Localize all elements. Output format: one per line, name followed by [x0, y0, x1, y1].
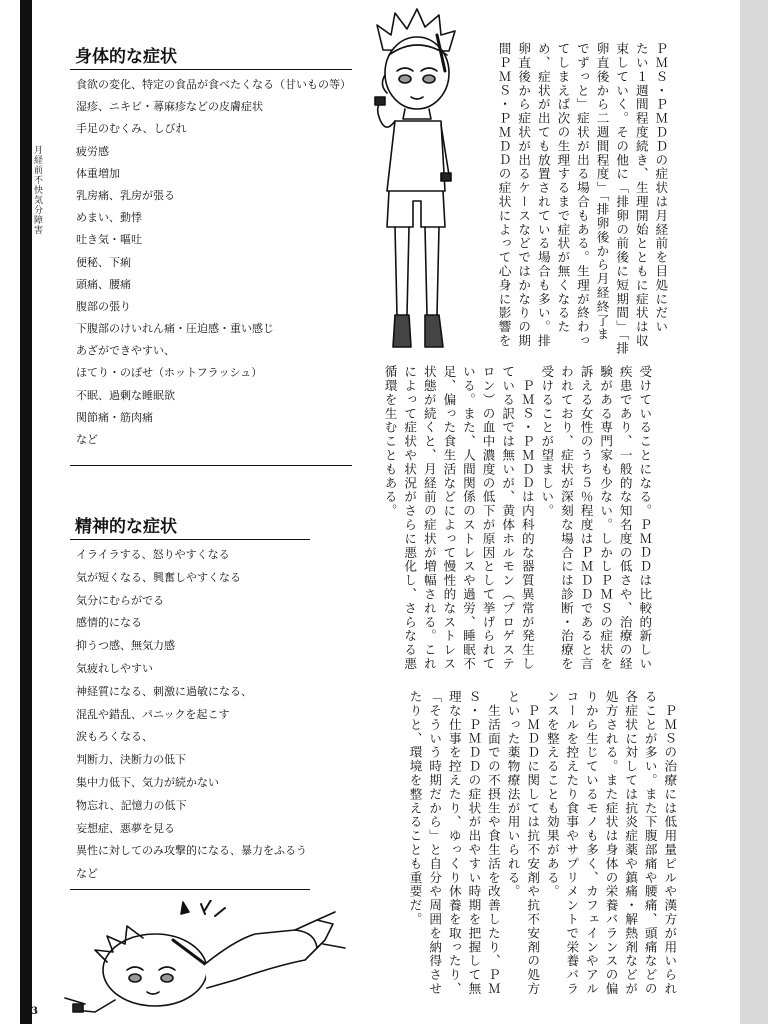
mental-end-rule [70, 889, 310, 890]
physical-title-rule [70, 69, 352, 70]
body-text-line: ＰＭＳ・ＰＭＤＤは内科的な器質異常が発生し [519, 365, 535, 671]
mental-symptom-item: 混乱や錯乱、パニックを起こす [76, 707, 230, 721]
mental-symptom-item: 集中力低下、気力が続かない [76, 775, 219, 789]
mental-symptom-item: 判断力、決断力の低下 [76, 753, 186, 767]
lying-character-illustration [55, 900, 355, 1018]
physical-end-rule [70, 465, 352, 466]
physical-symptom-item: あざができやすい、 [76, 344, 175, 358]
mental-symptom-item: 涙もろくなる、 [76, 730, 153, 744]
body-text-line: 受けていることになる。ＰＭＤＤは比較的新しい [637, 365, 653, 671]
body-text-line: 訴える女性のうち５％程度はＰＭＤＤであると言 [578, 365, 594, 671]
mental-symptom-item: 妄想症、悪夢を見る [76, 821, 175, 835]
body-text-line: てしまえば次の生理するまで症状が無くなるた [555, 42, 571, 334]
body-text-line: りから生じているモノも多く、カフェインやアル [583, 690, 599, 996]
physical-symptom-item: 不眠、過剰な睡眠欲 [76, 388, 175, 402]
body-text-line: ることが多い。また下腹部痛や腰痛、頭痛などの [642, 690, 658, 996]
body-text-line: 卵直後から二週間程度」「排卵後から月経終了ま [594, 42, 610, 342]
physical-symptom-item: 便秘、下痢 [76, 255, 131, 269]
body-text-line: ンスを整えることも効果がある。 [544, 690, 560, 899]
mental-symptom-item: 神経質になる、刺激に過敏になる、 [76, 684, 252, 698]
mental-title-rule [70, 539, 310, 540]
mental-symptom-item: など [76, 867, 98, 881]
standing-character-illustration [355, 5, 480, 355]
page-edge-shadow [740, 0, 768, 1024]
body-text-line: 卵直後から症状が出るケースなどではかなりの期 [516, 42, 532, 348]
body-text-line: 生活面での不摂生や食生活を改善したり、ＰＭ [485, 690, 501, 996]
physical-symptom-item: 体重増加 [76, 166, 120, 180]
mental-symptom-item: 気分にむらがでる [76, 593, 164, 607]
body-text-line: 受けることが望ましい。 [539, 365, 555, 518]
page-number: 23 [24, 1006, 38, 1017]
body-text-line: 疾患であり、一般的な知名度の低さや、治療の経 [617, 365, 633, 671]
body-text-block-1 [494, 42, 670, 356]
body-text-line: め、症状が出ても放置されている場合も多い。排 [535, 42, 551, 348]
side-title: 月経前不快気分障害 [32, 145, 42, 235]
body-text-line: Ｓ・ＰＭＤＤの症状が出やすい時期を把握して無 [466, 690, 482, 996]
body-text-line: われており、症状が深刻な場合には診断・治療を [558, 365, 574, 671]
body-text-line: ＰＭＤＤに関しては抗不安剤や抗不安剤の処方 [525, 690, 541, 996]
physical-symptom-item: 疲労感 [76, 144, 109, 158]
physical-symptom-item: 手足のむくみ、しびれ [76, 122, 187, 136]
mental-symptoms-title: 精神的な症状 [75, 517, 177, 537]
body-text-line: 循環を生むこともある。 [382, 365, 398, 518]
body-text-line: 理な仕事を控えたり、ゆっくり休養を取ったり、 [446, 690, 462, 996]
body-text-line: ている訳では無いが、黄体ホルモン（プロゲステ [500, 365, 516, 671]
mental-symptom-item: 物忘れ、記憶力の低下 [76, 798, 187, 812]
mental-symptom-item: イライラする、怒りやすくなる [76, 548, 230, 561]
body-text-line: 「そういう時期だから」と自分や周囲を納得させ [427, 690, 443, 996]
physical-symptom-item: 吐き気・嘔吐 [76, 233, 142, 247]
mental-symptom-item: 異性に対してのみ攻撃的になる、暴力をふるう [76, 844, 307, 858]
body-text-line: によって症状や状況がさらに悪化し、さらなる悪 [402, 365, 418, 671]
body-text-line: ＰＭＳの治療には低用量ピルや漢方が用いられ [662, 690, 678, 996]
mental-symptom-item: 気疲れしやすい [76, 661, 153, 675]
body-text-line: 処方される。また症状は身体の栄養バランスの偏 [603, 690, 619, 996]
mental-symptom-item: 気が短くなる、興奮しやすくなる [76, 570, 241, 584]
body-text-line: 間ＰＭＳ・ＰＭＤＤの症状によって心身に影響を [496, 42, 512, 348]
body-text-line: 足、偏った食生活などによって慢性的なストレス [441, 365, 457, 671]
body-text-line: といった薬物療法が用いられる。 [505, 690, 521, 899]
physical-symptom-item: 湿疹、ニキビ・蕁麻疹などの皮膚症状 [76, 100, 263, 114]
physical-symptom-item: 食欲の変化、特定の食品が食べたくなる（甘いもの等） [76, 78, 351, 91]
body-text-line: たりと、環境を整えることも重要だ。 [407, 690, 423, 927]
physical-symptom-item: など [76, 433, 98, 446]
physical-symptom-item: ほてり・のぼせ（ホットフラッシュ） [76, 366, 263, 380]
physical-symptoms-title: 身体的な症状 [75, 47, 177, 67]
physical-symptom-item: 頭痛、腰痛 [76, 277, 131, 291]
body-text-line: ＰＭＳ・ＰＭＤＤの症状は月経前を目処にだい [653, 42, 669, 334]
mental-symptom-item: 抑うつ感、無気力感 [76, 639, 175, 653]
physical-symptoms-list [76, 74, 351, 451]
body-text-block-2 [380, 365, 654, 671]
body-text-line: 験がある専門家も少ない。しかしＰＭＳの症状を [598, 365, 614, 671]
body-text-line: たい１週間程度続き、生理開始とともに症状は収 [633, 42, 649, 348]
body-text-line: 状態が続くと、月経前の症状が増幅される。これ [421, 365, 437, 671]
body-text-line: 各症状に対しては抗炎症薬や鎮痛・解熱剤などが [623, 690, 639, 996]
body-text-line: 束していく。その他に「排卵の前後に短期間」「排 [614, 42, 630, 356]
body-text-block-3 [405, 690, 679, 996]
mental-symptoms-list [76, 544, 307, 886]
physical-symptom-item: 腹部の張り [76, 299, 131, 313]
body-text-line: でずっと」症状が出る場合もある。生理が終わっ [574, 42, 590, 348]
body-text-line: いる。また、人間関係のストレスや過労、睡眠不 [460, 365, 476, 671]
body-text-line: コールを控えたり食事やサプリメントで栄養バラ [564, 690, 580, 996]
physical-symptom-item: めまい、動悸 [76, 211, 142, 225]
physical-symptom-item: 下腹部のけいれん痛・圧迫感・重い感じ [76, 322, 274, 336]
physical-symptom-item: 乳房痛、乳房が張る [76, 188, 175, 202]
body-text-line: ロン）の血中濃度の低下が原因として挙げられて [480, 365, 496, 671]
physical-symptom-item: 関節痛・筋肉痛 [76, 410, 153, 424]
mental-symptom-item: 感情的になる [76, 616, 142, 630]
